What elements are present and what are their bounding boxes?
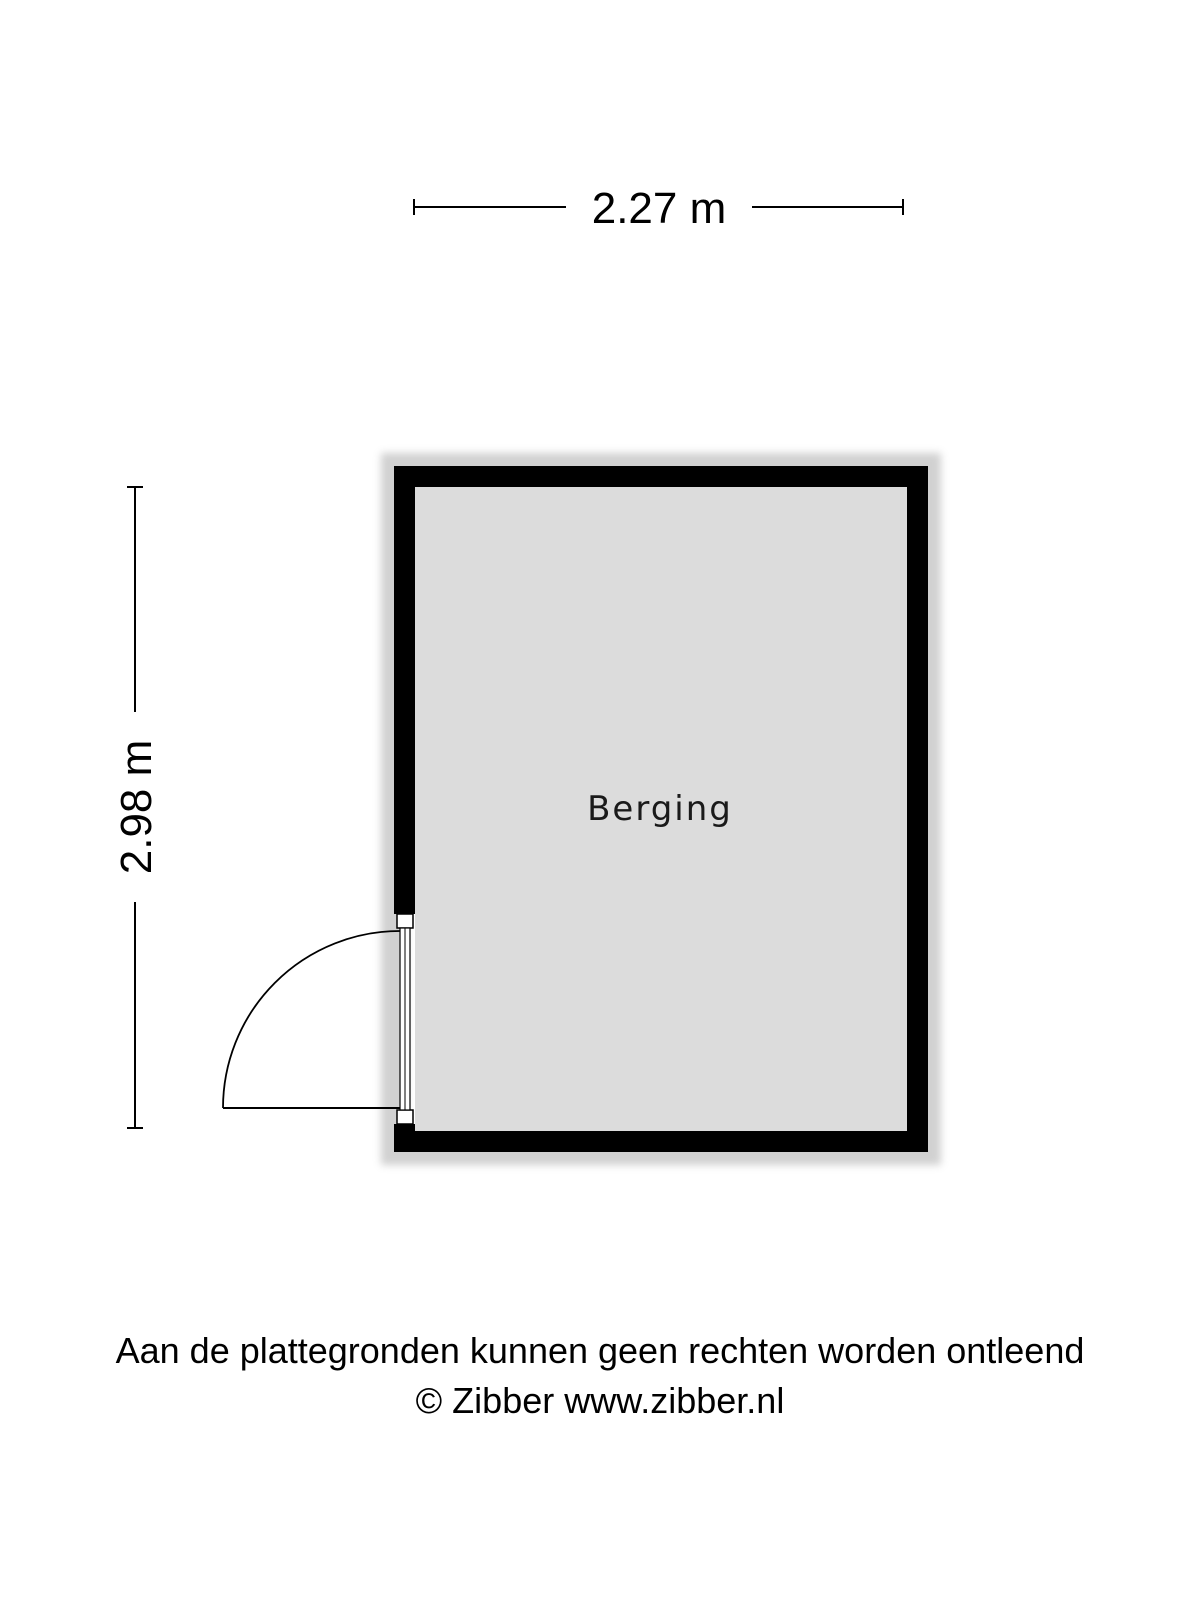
height-dimension (112, 487, 161, 1128)
room-berging (223, 466, 928, 1152)
wall-top (394, 466, 928, 487)
door-frame-bottom (397, 1110, 413, 1124)
wall-right (907, 466, 928, 1152)
width-dimension-label: 2.27 m (591, 184, 727, 233)
wall-bottom (394, 1131, 928, 1152)
wall-left-upper (394, 466, 415, 914)
copyright-text: © Zibber www.zibber.nl (415, 1380, 785, 1421)
width-dimension (414, 184, 903, 233)
wall-left-lower (394, 1124, 415, 1152)
door-frame-top (397, 914, 413, 928)
disclaimer-text: Aan de plattegronden kunnen geen rechten worden ontleend (115, 1330, 1085, 1371)
height-dimension-label: 2.98 m (112, 739, 161, 875)
door-swing-arc (223, 931, 400, 1108)
room-label: Berging (587, 789, 733, 829)
